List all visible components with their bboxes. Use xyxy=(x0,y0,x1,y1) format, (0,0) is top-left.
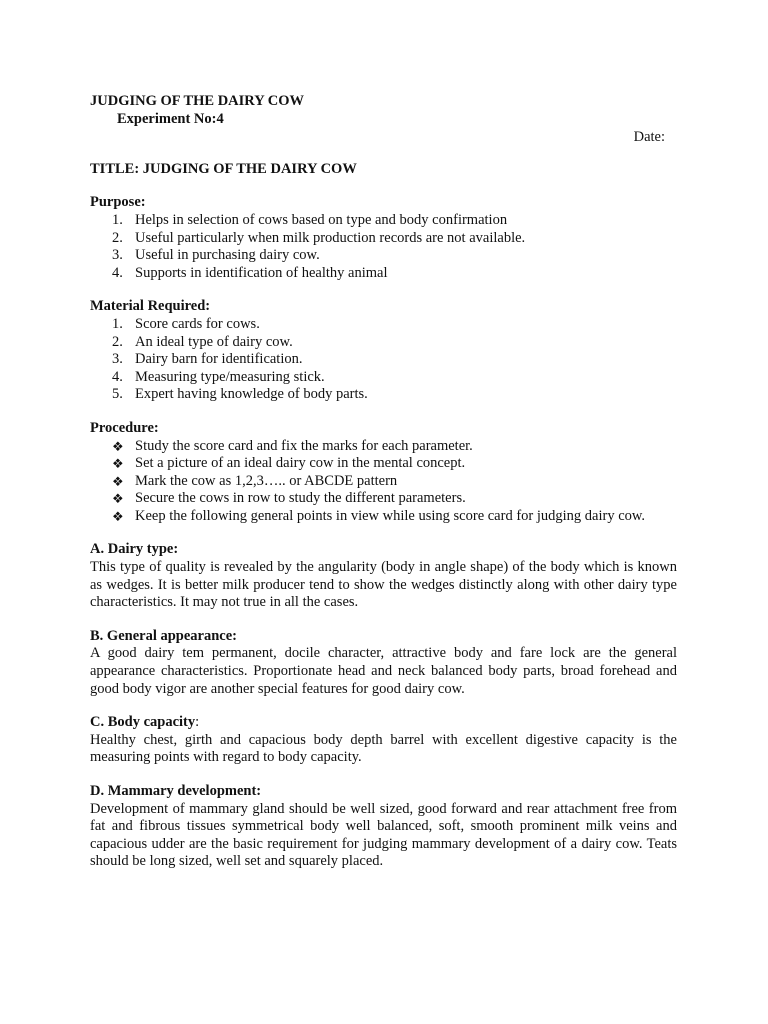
general-appearance-text: A good dairy tem permanent, docile character, attractive body and fare lock are the general appearance characteristics. Proportionate head and neck balanced body parts, broad forehead and good body vigor are another special features for good dairy cow. xyxy=(90,645,677,697)
diamond-bullet-icon: ❖ xyxy=(112,438,124,454)
document-content xyxy=(90,93,677,871)
list-number: 2. xyxy=(112,229,123,246)
list-number: 4. xyxy=(112,264,123,281)
list-item-text: Expert having knowledge of body parts. xyxy=(135,386,368,403)
list-item xyxy=(90,455,677,473)
list-item xyxy=(90,508,677,526)
procedure-list xyxy=(90,438,677,526)
title-line: TITLE: JUDGING OF THE DAIRY COW xyxy=(90,160,357,177)
procedure-heading: Procedure: xyxy=(90,419,159,436)
list-item-text: Helps in selection of cows based on type and body confirmation xyxy=(135,211,508,228)
date-label: Date: xyxy=(633,129,665,146)
purpose-list xyxy=(90,212,677,282)
list-item-text: Study the score card and fix the marks for each parameter. xyxy=(135,437,473,454)
list-item-text: Supports in identification of healthy animal xyxy=(135,264,388,281)
body-capacity-heading-line xyxy=(90,714,677,732)
list-number: 2. xyxy=(112,333,123,350)
list-item-text: Set a picture of an ideal dairy cow in the mental concept. xyxy=(135,455,466,472)
dairy-type-heading: A. Dairy type: xyxy=(90,541,179,558)
list-item xyxy=(90,386,677,404)
list-item xyxy=(90,490,677,508)
diamond-bullet-icon: ❖ xyxy=(112,491,124,507)
list-item-text: Useful particularly when milk production records are not available. xyxy=(135,229,526,246)
list-item xyxy=(90,316,677,334)
list-number: 1. xyxy=(112,211,123,228)
experiment-number: Experiment No:4 xyxy=(117,110,224,127)
document-title: JUDGING OF THE DAIRY COW xyxy=(90,93,305,109)
diamond-bullet-icon: ❖ xyxy=(112,508,124,524)
body-capacity-text: Healthy chest, girth and capacious body depth barrel with excellent digestive capacity is the measuring points with regard to body capacity. xyxy=(90,731,677,766)
list-item-text: Measuring type/measuring stick. xyxy=(135,368,325,385)
mammary-heading: D. Mammary development: xyxy=(90,783,262,799)
list-item xyxy=(90,351,677,369)
list-item-text: Secure the cows in row to study the different parameters. xyxy=(135,490,466,507)
list-item-text: Keep the following general points in view while using score card for judging dairy cow. xyxy=(135,507,646,524)
list-item-text: Score cards for cows. xyxy=(135,315,260,332)
list-item-text: Mark the cow as 1,2,3….. or ABCDE pattern xyxy=(135,472,398,489)
list-item xyxy=(90,438,677,456)
body-capacity-heading: C. Body capacity xyxy=(90,714,196,731)
list-item-text: Dairy barn for identification. xyxy=(135,351,303,368)
body-capacity-colon: : xyxy=(195,714,200,731)
list-item xyxy=(90,369,677,387)
list-item xyxy=(90,230,677,248)
mammary-text: Development of mammary gland should be well sized, good forward and rear attachment free from fat and fibrous tissues symmetrical body well balanced, soft, smooth prominent milk veins and capacious udder are the basic requirement for judging mammary development of a dairy cow. Teats should be long sized, well set and squarely placed. xyxy=(90,800,677,870)
list-item xyxy=(90,334,677,352)
purpose-heading: Purpose: xyxy=(90,194,146,211)
diamond-bullet-icon: ❖ xyxy=(112,456,124,472)
diamond-bullet-icon: ❖ xyxy=(112,473,124,489)
list-number: 1. xyxy=(112,315,123,332)
list-item xyxy=(90,247,677,265)
list-item-text: Useful in purchasing dairy cow. xyxy=(135,247,320,264)
list-number: 5. xyxy=(112,386,123,403)
list-number: 4. xyxy=(112,368,123,385)
dairy-type-text: This type of quality is revealed by the angularity (body in angle shape) of the body which is known as wedges. It is better milk producer tend to show the wedges distinctly along with other dairy type characteristics. It may not true in all the cases. xyxy=(90,559,677,611)
material-list xyxy=(90,316,677,404)
general-appearance-heading: B. General appearance: xyxy=(90,627,237,644)
material-heading: Material Required: xyxy=(90,298,211,315)
list-item xyxy=(90,265,677,283)
list-item-text: An ideal type of dairy cow. xyxy=(135,333,293,350)
list-number: 3. xyxy=(112,247,123,264)
list-item xyxy=(90,212,677,230)
list-item xyxy=(90,473,677,491)
list-number: 3. xyxy=(112,351,123,368)
